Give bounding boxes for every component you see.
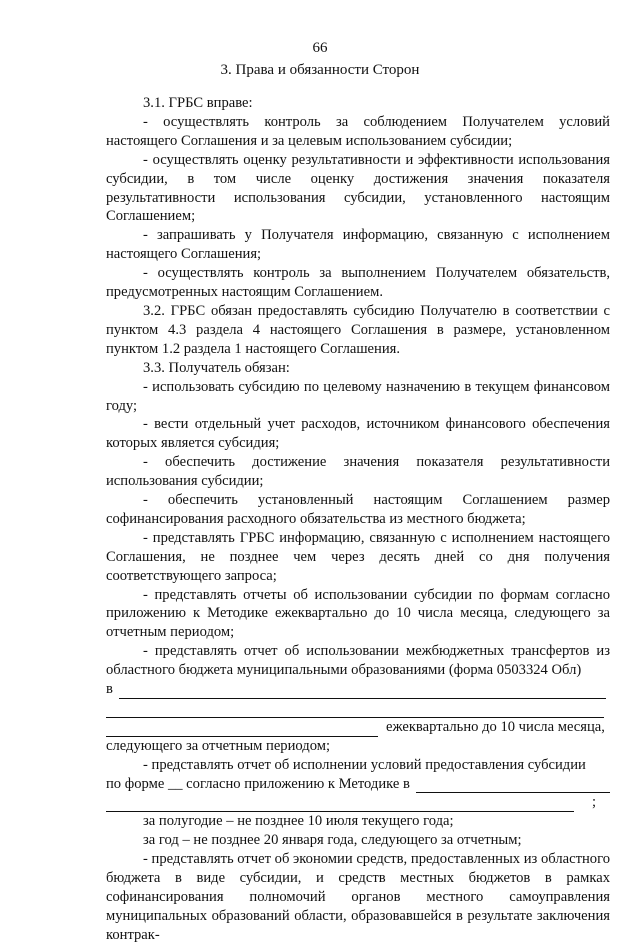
blank-row-semicolon: [106, 793, 610, 812]
blank-row-full: [106, 699, 610, 718]
blank-line: [416, 779, 610, 793]
semicolon: ;: [591, 794, 596, 811]
paragraph-half-year: за полугодие – не позднее 10 июля текущего года;: [143, 813, 454, 830]
paragraph-obligations-control: - осуществлять контроль за выполнением Получателем обязательств, предусмотренных настоящим Соглашением.: [106, 265, 610, 301]
paragraph-3-2: 3.2. ГРБС обязан предоставлять субсидию Получателю в соответствии с пунктом 4.3 раздела 4 настоящего Соглашения в размере, установленном пунктом 1.2 раздела 1 настоящего Соглашения.: [106, 302, 610, 357]
paragraph-reports: - представлять отчеты об использовании субсидии по формам согласно приложению к Методике ежеквартально до 10 числа месяца, следующего за отчетным периодом;: [106, 586, 610, 641]
paragraph-use-subsidy: - использовать субсидию по целевому назначению в текущем финансовом году;: [106, 378, 610, 414]
paragraph-transfer-report: - представлять отчет об использовании межбюджетных трансфертов из областного бюджета муниципальными образованиями (форма 0503324 Обл): [106, 643, 610, 679]
blank-line: [106, 704, 604, 718]
document-body: [106, 94, 610, 945]
paragraph-3-3: 3.3. Получатель обязан:: [143, 359, 290, 376]
paragraph-assessment: - осуществлять оценку результативности и эффективности использования субсидии, в том числе оценку достижения значения показателя результативности использования субсидии, установленного настоящим Соглашением;: [106, 151, 610, 225]
blank-line: [106, 798, 574, 812]
paragraph-cofinancing: - обеспечить установленный настоящим Соглашением размер софинансирования расходного обязательства из местного бюджета;: [106, 492, 610, 527]
paragraph-savings-report: - представлять отчет об экономии средств, предоставленных из областного бюджета в виде субсидии, и средств местных бюджетов в рамках софинансирования полномочий органов местного самоуправления муниципальных образований области, образовавшейся в результате заключения контрак-: [106, 851, 610, 943]
section-title: 3. Права и обязанности Сторон: [220, 62, 420, 78]
blank-row-form: [106, 775, 610, 794]
paragraph-following-period: следующего за отчетным периодом;: [106, 737, 331, 754]
blank-row-in: [106, 680, 610, 699]
form-text: по форме __ согласно приложению к Методике в: [106, 775, 410, 792]
page-number: 66: [312, 40, 328, 56]
paragraph-control: - осуществлять контроль за соблюдением Получателем условий настоящего Соглашения и за целевым использованием субсидии;: [106, 113, 610, 149]
paragraph-achieve-indicator: - обеспечить достижение значения показателя результативности использования субсидии;: [106, 454, 610, 490]
paragraph-accounting: - вести отдельный учет расходов, источником финансового обеспечения которых является субсидия;: [106, 416, 610, 452]
paragraph-request-info: - запрашивать у Получателя информацию, связанную с исполнением настоящего Соглашения;: [106, 227, 610, 263]
paragraph-3-1: 3.1. ГРБС вправе:: [143, 95, 253, 111]
blank-line: [106, 723, 378, 737]
blank-label-in: в: [106, 681, 113, 698]
blank-line: [119, 685, 606, 699]
paragraph-conditions-report: - представлять отчет об исполнении условий предоставления субсидии: [143, 756, 586, 773]
quarterly-deadline-text: ежеквартально до 10 числа месяца,: [386, 718, 605, 735]
paragraph-provide-info: - представлять ГРБС информацию, связанную с исполнением настоящего Соглашения, не позднее чем через десять дней со дня получения соответствующего запроса;: [106, 529, 610, 584]
blank-row-quarterly: [106, 718, 610, 737]
paragraph-year: за год – не позднее 20 января года, следующего за отчетным;: [143, 832, 522, 849]
